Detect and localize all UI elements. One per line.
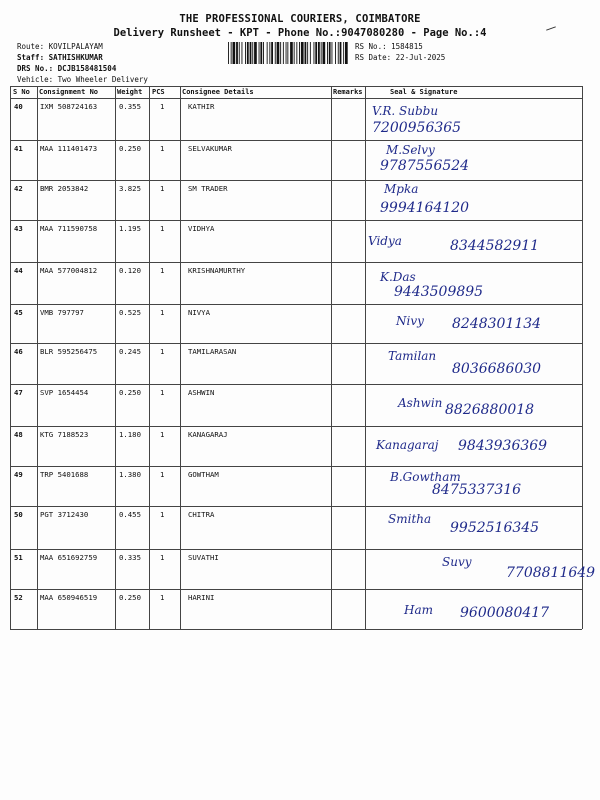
row-consignment-no: MAA 651692759 bbox=[40, 553, 98, 562]
row-pcs: 1 bbox=[160, 430, 165, 439]
row-rule bbox=[10, 589, 582, 590]
row-rule bbox=[10, 384, 582, 385]
row-weight: 0.335 bbox=[119, 553, 141, 562]
column-header: Remarks bbox=[333, 88, 363, 96]
rs-no-text: RS No.: 1584815 bbox=[355, 42, 423, 51]
row-sno: 47 bbox=[14, 388, 23, 397]
row-consignment-no: MAA 711590758 bbox=[40, 224, 98, 233]
row-consignment-no: MAA 111401473 bbox=[40, 144, 98, 153]
row-rule bbox=[10, 506, 582, 507]
row-pcs: 1 bbox=[160, 470, 165, 479]
row-pcs: 1 bbox=[160, 553, 165, 562]
handwritten-phone: 7708811649 bbox=[506, 565, 596, 581]
signature-mark: Vidya bbox=[368, 234, 402, 248]
row-weight: 1.380 bbox=[119, 470, 141, 479]
row-consignment-no: IXM 508724163 bbox=[40, 102, 98, 111]
row-pcs: 1 bbox=[160, 308, 165, 317]
handwritten-phone: 9600080417 bbox=[460, 605, 550, 621]
row-consignment-no: MAA 577004812 bbox=[40, 266, 98, 275]
column-header: Consignee Details bbox=[182, 88, 254, 96]
row-sno: 40 bbox=[14, 102, 23, 111]
handwritten-phone: 9787556524 bbox=[380, 158, 470, 174]
row-rule bbox=[10, 304, 582, 305]
row-weight: 0.355 bbox=[119, 102, 141, 111]
row-rule bbox=[10, 426, 582, 427]
row-pcs: 1 bbox=[160, 593, 165, 602]
row-consignee: VIDHYA bbox=[188, 224, 215, 233]
row-consignment-no: TRP 5401688 bbox=[40, 470, 89, 479]
column-header: Seal & Signature bbox=[390, 88, 458, 96]
row-weight: 0.525 bbox=[119, 308, 141, 317]
row-consignment-no: PGT 3712430 bbox=[40, 510, 89, 519]
row-consignment-no: BMR 2053842 bbox=[40, 184, 89, 193]
column-rule bbox=[582, 86, 583, 629]
row-consignment-no: KTG 7188523 bbox=[40, 430, 89, 439]
column-header: Weight bbox=[117, 88, 143, 96]
row-weight: 0.250 bbox=[119, 593, 141, 602]
row-rule bbox=[10, 466, 582, 467]
row-sno: 52 bbox=[14, 593, 23, 602]
handwritten-phone: 9843936369 bbox=[458, 438, 548, 454]
staff-text: Staff: SATHISHKUMAR bbox=[17, 53, 103, 62]
row-consignee: NIVYA bbox=[188, 308, 210, 317]
row-consignee: KRISHNAMURTHY bbox=[188, 266, 246, 275]
column-header: Consignment No bbox=[39, 88, 99, 96]
handwritten-phone: 9443509895 bbox=[394, 284, 484, 300]
route-text: Route: KOVILPALAYAM bbox=[17, 42, 103, 51]
signature-mark: Mpka bbox=[384, 182, 419, 196]
column-rule bbox=[149, 86, 150, 629]
row-consignee: HARINI bbox=[188, 593, 215, 602]
row-sno: 43 bbox=[14, 224, 23, 233]
row-consignment-no: MAA 650946519 bbox=[40, 593, 98, 602]
signature-mark: B.Gowtham bbox=[390, 470, 461, 484]
signature-mark: Nivy bbox=[396, 314, 424, 328]
signature-mark: Ham bbox=[404, 603, 433, 617]
row-rule bbox=[10, 549, 582, 550]
row-weight: 3.825 bbox=[119, 184, 141, 193]
row-pcs: 1 bbox=[160, 388, 165, 397]
row-sno: 51 bbox=[14, 553, 23, 562]
signature-mark: K.Das bbox=[380, 270, 416, 284]
column-header: S No bbox=[13, 88, 30, 96]
row-rule bbox=[10, 98, 582, 99]
handwritten-phone: 7200956365 bbox=[372, 120, 462, 136]
drs-text: DRS No.: DCJB158481504 bbox=[17, 64, 117, 73]
row-sno: 45 bbox=[14, 308, 23, 317]
handwritten-phone: 8248301134 bbox=[452, 316, 542, 332]
column-rule bbox=[180, 86, 181, 629]
row-pcs: 1 bbox=[160, 510, 165, 519]
row-consignee: KANAGARAJ bbox=[188, 430, 228, 439]
signature-mark: Tamilan bbox=[388, 349, 437, 363]
row-consignee: SUVATHI bbox=[188, 553, 219, 562]
row-consignee: ASHWIN bbox=[188, 388, 215, 397]
row-sno: 41 bbox=[14, 144, 23, 153]
meta-left bbox=[17, 41, 148, 85]
runsheet-subtitle: Delivery Runsheet - KPT - Phone No.:9047080280 - Page No.:4 bbox=[113, 27, 487, 39]
rs-date-text: RS Date: 22-Jul-2025 bbox=[355, 53, 446, 62]
column-rule bbox=[10, 86, 11, 629]
row-sno: 44 bbox=[14, 266, 23, 275]
row-pcs: 1 bbox=[160, 184, 165, 193]
row-consignee: SELVAKUMAR bbox=[188, 144, 232, 153]
handwritten-phone: 9994164120 bbox=[380, 200, 470, 216]
row-consignee: SM TRADER bbox=[188, 184, 228, 193]
row-consignee: CHITRA bbox=[188, 510, 215, 519]
row-sno: 50 bbox=[14, 510, 23, 519]
row-weight: 1.180 bbox=[119, 430, 141, 439]
row-pcs: 1 bbox=[160, 224, 165, 233]
column-rule bbox=[37, 86, 38, 629]
company-title: THE PROFESSIONAL COURIERS, COIMBATORE bbox=[179, 13, 421, 25]
handwritten-phone: 8344582911 bbox=[450, 238, 540, 254]
row-weight: 0.250 bbox=[119, 388, 141, 397]
row-rule bbox=[10, 629, 582, 630]
column-header: PCS bbox=[152, 88, 165, 96]
column-rule bbox=[331, 86, 332, 629]
meta-right bbox=[355, 41, 445, 63]
row-consignee: TAMILARASAN bbox=[188, 347, 237, 356]
row-consignment-no: BLR 595256475 bbox=[40, 347, 98, 356]
row-consignment-no: SVP 1654454 bbox=[40, 388, 89, 397]
row-pcs: 1 bbox=[160, 347, 165, 356]
row-weight: 0.250 bbox=[119, 144, 141, 153]
handwritten-phone: 8826880018 bbox=[445, 402, 535, 418]
row-pcs: 1 bbox=[160, 102, 165, 111]
table-top-rule bbox=[10, 86, 582, 87]
signature-mark: Kanagaraj bbox=[376, 438, 439, 452]
row-pcs: 1 bbox=[160, 144, 165, 153]
row-consignee: GOWTHAM bbox=[188, 470, 219, 479]
handwritten-phone: 8475337316 bbox=[432, 482, 522, 498]
column-rule bbox=[115, 86, 116, 629]
row-weight: 0.245 bbox=[119, 347, 141, 356]
signature-mark: Suvy bbox=[442, 555, 472, 569]
barcode bbox=[228, 42, 348, 64]
row-weight: 1.195 bbox=[119, 224, 141, 233]
row-sno: 42 bbox=[14, 184, 23, 193]
row-rule bbox=[10, 343, 582, 344]
signature-mark: Ashwin bbox=[398, 396, 443, 410]
row-weight: 0.120 bbox=[119, 266, 141, 275]
signature-mark: M.Selvy bbox=[386, 143, 435, 157]
handwritten-phone: 9952516345 bbox=[450, 520, 540, 536]
row-rule bbox=[10, 262, 582, 263]
column-rule bbox=[365, 86, 366, 629]
row-pcs: 1 bbox=[160, 266, 165, 275]
signature-mark: Smitha bbox=[388, 512, 432, 526]
row-sno: 46 bbox=[14, 347, 23, 356]
row-weight: 0.455 bbox=[119, 510, 141, 519]
handwritten-phone: 8036686030 bbox=[452, 361, 542, 377]
row-rule bbox=[10, 220, 582, 221]
row-sno: 49 bbox=[14, 470, 23, 479]
row-consignee: KATHIR bbox=[188, 102, 215, 111]
row-rule bbox=[10, 140, 582, 141]
vehicle-text: Vehicle: Two Wheeler Delivery bbox=[17, 75, 148, 84]
signature-mark: V.R. Subbu bbox=[372, 104, 439, 118]
row-rule bbox=[10, 180, 582, 181]
row-consignment-no: VMB 797797 bbox=[40, 308, 84, 317]
row-sno: 48 bbox=[14, 430, 23, 439]
